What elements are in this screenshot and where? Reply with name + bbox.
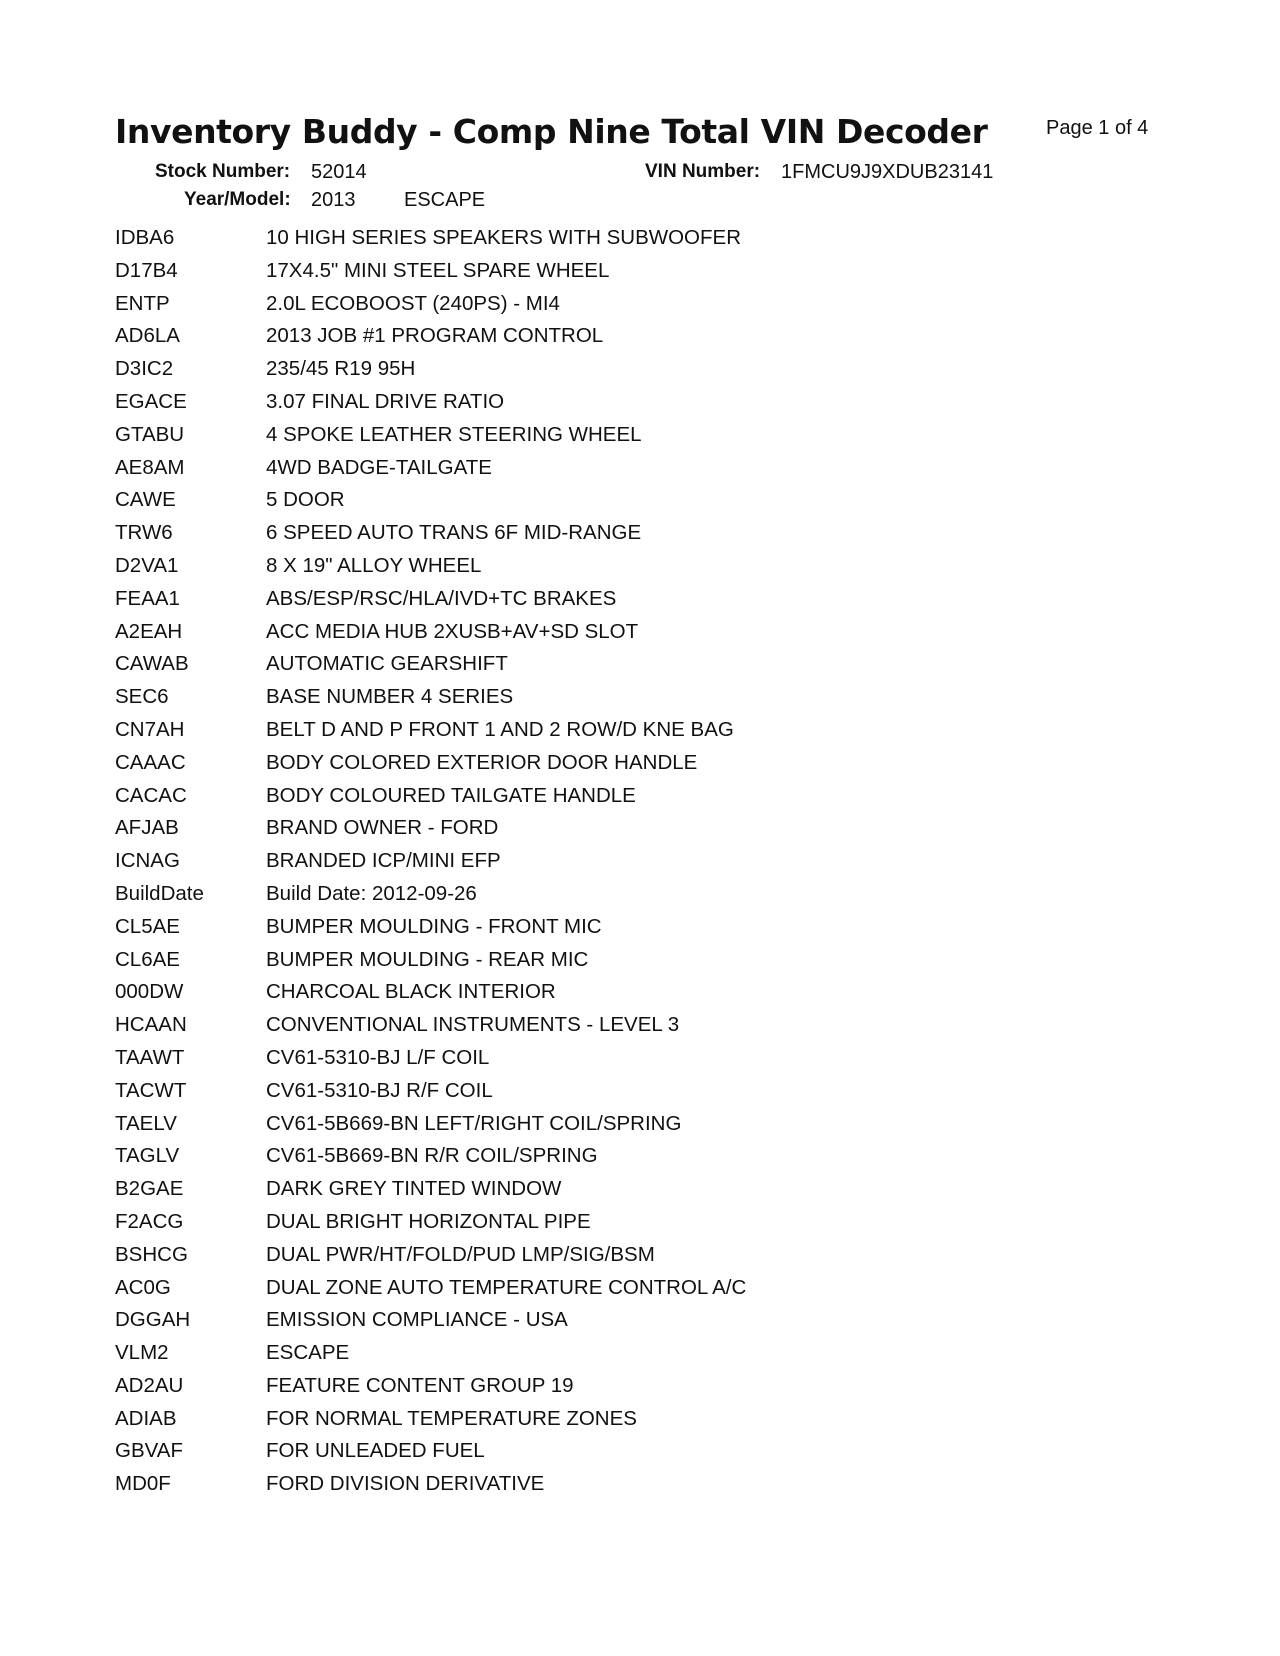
- option-description: BRAND OWNER - FORD: [266, 816, 499, 840]
- option-description: CV61-5B669-BN LEFT/RIGHT COIL/SPRING: [266, 1111, 682, 1135]
- option-description: CV61-5310-BJ R/F COIL: [266, 1078, 493, 1102]
- option-row: [115, 751, 746, 784]
- option-code: CL5AE: [115, 914, 180, 938]
- option-description: FEATURE CONTENT GROUP 19: [266, 1373, 574, 1397]
- option-row: [115, 1472, 746, 1505]
- option-description: BELT D AND P FRONT 1 AND 2 ROW/D KNE BAG: [266, 717, 734, 741]
- option-description: FOR NORMAL TEMPERATURE ZONES: [266, 1406, 637, 1430]
- option-code: IDBA6: [115, 226, 175, 249]
- option-row: [115, 1341, 746, 1374]
- option-row: [115, 587, 746, 620]
- option-code: AC0G: [115, 1275, 171, 1299]
- option-description: BUMPER MOULDING - FRONT MIC: [266, 914, 602, 938]
- option-code: TAELV: [115, 1111, 177, 1135]
- option-code: TRW6: [115, 521, 173, 545]
- option-description: CHARCOAL BLACK INTERIOR: [266, 980, 556, 1004]
- option-code: B2GAE: [115, 1177, 184, 1201]
- option-row: [115, 1079, 746, 1112]
- year-model-label: Year/Model:: [184, 189, 291, 210]
- option-code: TAAWT: [115, 1045, 185, 1069]
- option-row: [115, 226, 746, 259]
- option-code: TAGLV: [115, 1144, 180, 1168]
- option-description: CV61-5B669-BN R/R COIL/SPRING: [266, 1144, 598, 1168]
- option-row: [115, 620, 746, 653]
- option-row: [115, 1374, 746, 1407]
- option-description: CONVENTIONAL INSTRUMENTS - LEVEL 3: [266, 1013, 680, 1037]
- option-row: [115, 456, 746, 489]
- option-code: EGACE: [115, 389, 187, 413]
- option-description: 10 HIGH SERIES SPEAKERS WITH SUBWOOFER: [266, 226, 742, 249]
- option-code: AFJAB: [115, 816, 179, 840]
- option-code: HCAAN: [115, 1013, 187, 1037]
- option-code: FEAA1: [115, 586, 180, 610]
- option-code-list: [115, 226, 746, 1505]
- option-row: [115, 521, 746, 554]
- option-row: [115, 1046, 746, 1079]
- option-code: AE8AM: [115, 455, 185, 479]
- option-description: ESCAPE: [266, 1341, 350, 1365]
- option-code: BSHCG: [115, 1242, 188, 1266]
- option-code: GBVAF: [115, 1439, 183, 1463]
- option-description: FOR UNLEADED FUEL: [266, 1439, 485, 1463]
- option-row: [115, 882, 746, 915]
- option-row: [115, 1276, 746, 1309]
- vin-value: 1FMCU9J9XDUB23141: [781, 161, 994, 183]
- option-code: CAWAB: [115, 652, 189, 676]
- option-row: [115, 1112, 746, 1145]
- option-description: 8 X 19" ALLOY WHEEL: [266, 553, 482, 577]
- option-description: 3.07 FINAL DRIVE RATIO: [266, 389, 505, 413]
- option-row: [115, 685, 746, 718]
- option-row: [115, 1407, 746, 1440]
- option-description: BODY COLOURED TAILGATE HANDLE: [266, 783, 636, 807]
- option-description: AUTOMATIC GEARSHIFT: [266, 652, 508, 676]
- option-code: TACWT: [115, 1078, 187, 1102]
- model-value: ESCAPE: [404, 189, 486, 211]
- option-description: DARK GREY TINTED WINDOW: [266, 1177, 562, 1201]
- option-code: GTABU: [115, 422, 185, 446]
- option-description: ABS/ESP/RSC/HLA/IVD+TC BRAKES: [266, 586, 617, 610]
- option-description: EMISSION COMPLIANCE - USA: [266, 1308, 568, 1332]
- option-description: DUAL BRIGHT HORIZONTAL PIPE: [266, 1209, 591, 1233]
- option-row: [115, 849, 746, 882]
- option-description: BASE NUMBER 4 SERIES: [266, 685, 514, 709]
- option-description: BUMPER MOULDING - REAR MIC: [266, 947, 589, 971]
- option-description: 6 SPEED AUTO TRANS 6F MID-RANGE: [266, 521, 642, 545]
- option-row: [115, 980, 746, 1013]
- option-code: AD6LA: [115, 324, 180, 348]
- option-code: AD2AU: [115, 1373, 184, 1397]
- option-code: VLM2: [115, 1341, 169, 1365]
- option-code: DGGAH: [115, 1308, 191, 1332]
- year-value: 2013: [311, 189, 356, 211]
- option-code: D3IC2: [115, 357, 174, 381]
- option-code: BuildDate: [115, 881, 204, 905]
- option-row: [115, 1308, 746, 1341]
- option-description: Build Date: 2012-09-26: [266, 881, 477, 905]
- option-code: D2VA1: [115, 553, 179, 577]
- option-code: CN7AH: [115, 717, 185, 741]
- option-row: [115, 1439, 746, 1472]
- vin-label: VIN Number:: [645, 161, 761, 182]
- option-row: [115, 652, 746, 685]
- option-row: [115, 554, 746, 587]
- option-row: [115, 292, 746, 325]
- option-description: 4WD BADGE-TAILGATE: [266, 455, 492, 479]
- option-row: [115, 488, 746, 521]
- option-code: D17B4: [115, 258, 178, 282]
- option-row: [115, 390, 746, 423]
- option-row: [115, 915, 746, 948]
- stock-number-value: 52014: [311, 161, 367, 183]
- option-row: [115, 948, 746, 981]
- option-description: ACC MEDIA HUB 2XUSB+AV+SD SLOT: [266, 619, 639, 643]
- option-code: ENTP: [115, 291, 170, 315]
- option-code: ICNAG: [115, 849, 180, 873]
- option-code: MD0F: [115, 1472, 171, 1496]
- option-description: 2.0L ECOBOOST (240PS) - MI4: [266, 291, 560, 315]
- option-row: [115, 259, 746, 292]
- option-code: F2ACG: [115, 1209, 184, 1233]
- page-indicator: Page 1 of 4: [1046, 117, 1149, 139]
- option-description: DUAL ZONE AUTO TEMPERATURE CONTROL A/C: [266, 1275, 747, 1299]
- option-row: [115, 784, 746, 817]
- option-code: CL6AE: [115, 947, 180, 971]
- option-code: CAAAC: [115, 750, 186, 774]
- option-description: FORD DIVISION DERIVATIVE: [266, 1472, 545, 1496]
- option-description: 17X4.5" MINI STEEL SPARE WHEEL: [266, 258, 610, 282]
- option-description: DUAL PWR/HT/FOLD/PUD LMP/SIG/BSM: [266, 1242, 655, 1266]
- option-description: 235/45 R19 95H: [266, 357, 416, 381]
- option-row: [115, 1144, 746, 1177]
- option-code: 000DW: [115, 980, 184, 1004]
- option-description: 5 DOOR: [266, 488, 345, 512]
- option-row: [115, 1210, 746, 1243]
- option-description: BODY COLORED EXTERIOR DOOR HANDLE: [266, 750, 698, 774]
- stock-number-label: Stock Number:: [155, 161, 291, 182]
- option-description: 4 SPOKE LEATHER STEERING WHEEL: [266, 422, 642, 446]
- option-row: [115, 1243, 746, 1276]
- option-row: [115, 324, 746, 357]
- option-row: [115, 1177, 746, 1210]
- option-description: 2013 JOB #1 PROGRAM CONTROL: [266, 324, 604, 348]
- option-code: ADIAB: [115, 1406, 177, 1430]
- document-title: Inventory Buddy - Comp Nine Total VIN Decoder: [115, 112, 988, 151]
- option-code: CAWE: [115, 488, 176, 512]
- option-description: CV61-5310-BJ L/F COIL: [266, 1045, 490, 1069]
- option-row: [115, 816, 746, 849]
- option-code: A2EAH: [115, 619, 183, 643]
- option-code: CACAC: [115, 783, 187, 807]
- option-row: [115, 1013, 746, 1046]
- option-code: SEC6: [115, 685, 169, 709]
- option-row: [115, 718, 746, 751]
- option-row: [115, 357, 746, 390]
- option-row: [115, 423, 746, 456]
- option-description: BRANDED ICP/MINI EFP: [266, 849, 501, 873]
